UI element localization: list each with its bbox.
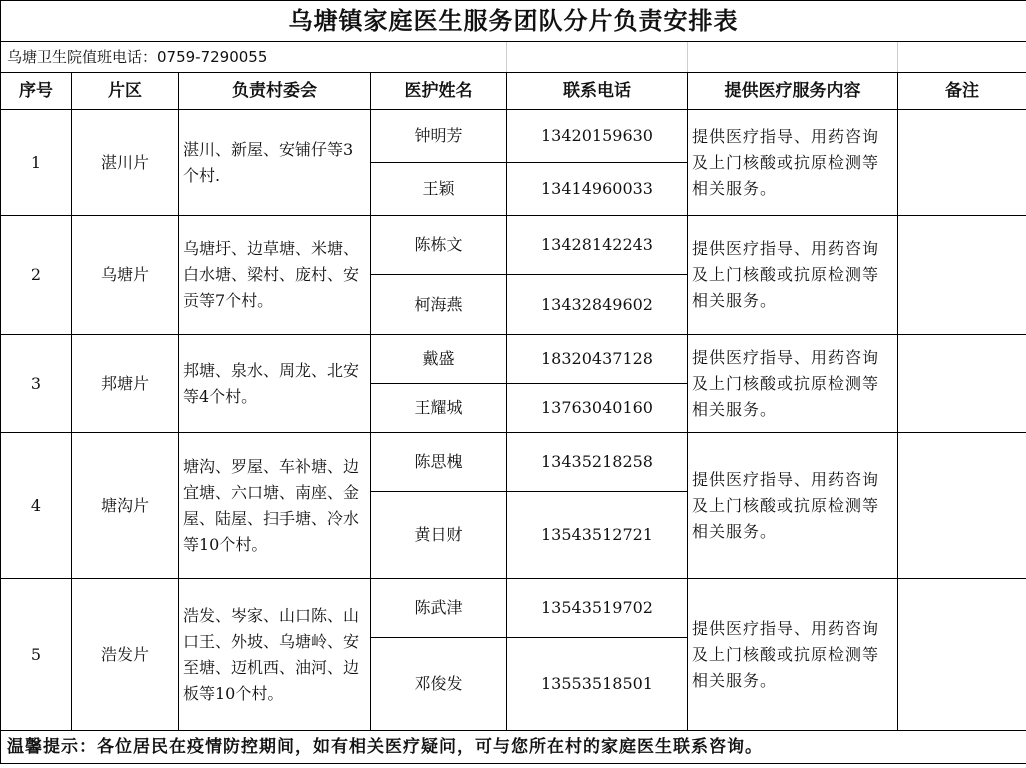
row-index: 1 xyxy=(1,110,72,216)
table-row xyxy=(1,110,1026,163)
row-area: 塘沟片 xyxy=(72,433,179,579)
staff-name: 陈武津 xyxy=(371,579,507,638)
blank-cell xyxy=(507,42,688,73)
row-service: 提供医疗指导、用药咨询及上门核酸或抗原检测等相关服务。 xyxy=(688,216,898,335)
staff-name: 钟明芳 xyxy=(371,110,507,163)
header-row xyxy=(1,73,1026,110)
staff-name: 柯海燕 xyxy=(371,275,507,335)
staff-phone: 18320437128 xyxy=(507,335,688,384)
staff-phone: 13432849602 xyxy=(507,275,688,335)
row-note xyxy=(898,433,1026,579)
row-index: 3 xyxy=(1,335,72,433)
row-service: 提供医疗指导、用药咨询及上门核酸或抗原检测等相关服务。 xyxy=(688,335,898,433)
header-phone: 联系电话 xyxy=(507,73,688,110)
blank-cell xyxy=(898,42,1026,73)
table-row xyxy=(1,335,1026,384)
table-row xyxy=(1,216,1026,275)
row-villages: 湛川、新屋、安铺仔等3个村. xyxy=(179,110,371,216)
row-villages: 邦塘、泉水、周龙、北安等4个村。 xyxy=(179,335,371,433)
row-index: 4 xyxy=(1,433,72,579)
staff-phone: 13435218258 xyxy=(507,433,688,492)
staff-name: 王颖 xyxy=(371,163,507,216)
row-note xyxy=(898,335,1026,433)
staff-name: 黄日财 xyxy=(371,492,507,579)
staff-name: 陈栋文 xyxy=(371,216,507,275)
row-service: 提供医疗指导、用药咨询及上门核酸或抗原检测等相关服务。 xyxy=(688,110,898,216)
staff-name: 王耀城 xyxy=(371,384,507,433)
header-staff: 医护姓名 xyxy=(371,73,507,110)
header-area: 片区 xyxy=(72,73,179,110)
row-villages: 塘沟、罗屋、车补塘、边宜塘、六口塘、南座、金屋、陆屋、扫手塘、冷水等10个村。 xyxy=(179,433,371,579)
row-villages: 浩发、岑家、山口陈、山口王、外坡、乌塘岭、安至塘、迈机西、油河、边板等10个村。 xyxy=(179,579,371,731)
row-note xyxy=(898,216,1026,335)
table-row xyxy=(1,433,1026,492)
page-title: 乌塘镇家庭医生服务团队分片负责安排表 xyxy=(1,1,1026,42)
row-area: 湛川片 xyxy=(72,110,179,216)
staff-phone: 13763040160 xyxy=(507,384,688,433)
row-area: 邦塘片 xyxy=(72,335,179,433)
table-row xyxy=(1,579,1026,638)
row-area: 浩发片 xyxy=(72,579,179,731)
row-service: 提供医疗指导、用药咨询及上门核酸或抗原检测等相关服务。 xyxy=(688,433,898,579)
row-villages: 乌塘圩、边草塘、米塘、白水塘、梁村、庞村、安贡等7个村。 xyxy=(179,216,371,335)
staff-name: 邓俊发 xyxy=(371,638,507,731)
footer-tip: 温馨提示：各位居民在疫情防控期间，如有相关医疗疑问，可与您所在村的家庭医生联系咨询。 xyxy=(1,731,1026,764)
row-index: 5 xyxy=(1,579,72,731)
staff-name: 戴盛 xyxy=(371,335,507,384)
hotline-text: 乌塘卫生院值班电话：0759-7290055 xyxy=(1,42,507,73)
row-area: 乌塘片 xyxy=(72,216,179,335)
staff-phone: 13428142243 xyxy=(507,216,688,275)
staff-phone: 13414960033 xyxy=(507,163,688,216)
row-service: 提供医疗指导、用药咨询及上门核酸或抗原检测等相关服务。 xyxy=(688,579,898,731)
header-service: 提供医疗服务内容 xyxy=(688,73,898,110)
header-villages: 负责村委会 xyxy=(179,73,371,110)
row-note xyxy=(898,579,1026,731)
header-note: 备注 xyxy=(898,73,1026,110)
header-index: 序号 xyxy=(1,73,72,110)
row-index: 2 xyxy=(1,216,72,335)
blank-cell xyxy=(688,42,898,73)
staff-phone: 13553518501 xyxy=(507,638,688,731)
staff-name: 陈思槐 xyxy=(371,433,507,492)
staff-phone: 13420159630 xyxy=(507,110,688,163)
staff-phone: 13543519702 xyxy=(507,579,688,638)
staff-phone: 13543512721 xyxy=(507,492,688,579)
row-note xyxy=(898,110,1026,216)
